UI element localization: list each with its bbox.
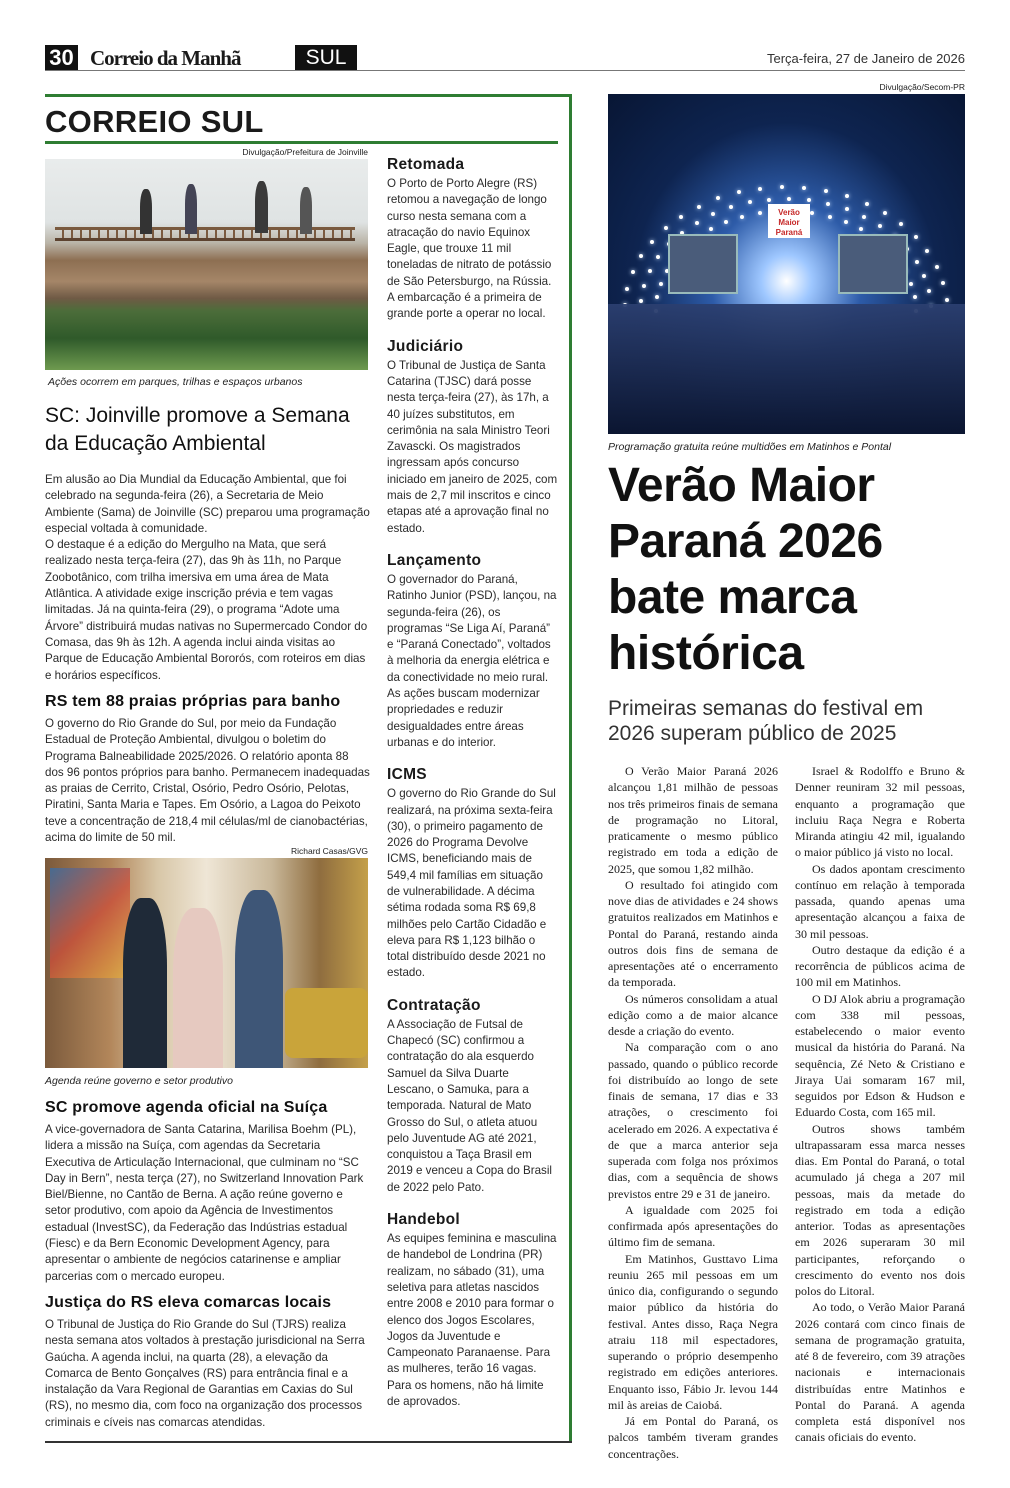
paragraph: Em alusão ao Dia Mundial da Educação Ambiental, que foi celebrado na segunda-feira (26), a Secretaria de Meio Ambiente (Sama) de Joinville (SC) preparou uma programação especial voltada à comunidade. <box>45 473 370 535</box>
note-body: O governador do Paraná, Ratinho Junior (PSD), lançou, na segunda-feira (26), os programas “Se Liga Aí, Paraná” e “Paraná Conectado”, voltados à melhoria da energia elétrica e da conectividade no meio rural. As ações buscam modernizar propriedades e reduzir desigualdades entre áreas urbanas e do interior. <box>387 572 557 749</box>
suica-headline: SC promove agenda oficial na Suíça <box>45 1099 328 1116</box>
stage-light-icon <box>639 254 643 258</box>
armchair <box>285 988 368 1058</box>
photo-caption: Agenda reúne governo e setor produtivo <box>45 1075 233 1087</box>
stage-light-icon <box>767 198 771 202</box>
paragraph: O destaque é a edição do Mergulho na Mata, que será realizado nesta terça-feira (27), das 9h às 11h, no Parque Zoobotânico, com trilha imersiva em uma área de Mata Atlântica. A atividade exige inscrição prévia e tem vagas limitadas. Já na quinta-feira (29), o programa “Adote uma Árvore” distribuirá mudas nativas no Supermercado Condor do Comasa, das 9h às 12h. A agenda inclui ainda visitas ao Parque de Educação Ambiental Bororós, com roteiros em dias e horários específicos. <box>45 538 368 682</box>
stage-light-icon <box>828 215 832 219</box>
stage-light-icon <box>915 260 919 264</box>
stage-light-icon <box>826 202 830 206</box>
stage-light-icon <box>810 211 814 215</box>
stage-light-icon <box>695 221 699 225</box>
stage-light-icon <box>899 222 903 226</box>
stage-light-icon <box>925 249 929 253</box>
main-story-body <box>45 472 370 684</box>
festival-sign: Verão Maior Paraná <box>768 204 810 238</box>
stage-light-icon <box>709 227 713 231</box>
stage-light-icon <box>802 186 806 190</box>
verao-body <box>608 763 965 1462</box>
person-figure <box>185 184 197 234</box>
stage-light-icon <box>664 226 668 230</box>
verao-headline: Verão Maior Paraná 2026 bate marca histórica <box>608 459 883 680</box>
praias-headline: RS tem 88 praias próprias para banho <box>45 693 341 710</box>
note-handebol <box>387 1211 559 1410</box>
page-number: 30 <box>45 45 78 71</box>
paragraph: Israel & Rodolffo e Bruno & Denner reuniram 32 mil pessoas, enquanto a programação que incluiu Raça Negra e Roberta Miranda atingiu 42 mil, igualando o maior público já visto no local. <box>795 764 965 860</box>
photo-caption: Programação gratuita reúne multidões em Matinhos e Pontal <box>608 441 892 453</box>
stage-light-icon <box>780 185 784 189</box>
note-retomada <box>387 156 559 323</box>
paragraph: Os números consolidam a atual edição como a de maior alcance desde a criação do evento. <box>608 991 778 1038</box>
note-contratacao <box>387 997 559 1196</box>
stage-light-icon <box>865 202 869 206</box>
stage-light-icon <box>648 269 652 273</box>
photo-credit: Divulgação/Prefeitura de Joinville <box>242 147 368 157</box>
note-icms <box>387 766 559 982</box>
note-judiciario <box>387 338 559 537</box>
stage-light-icon <box>679 215 683 219</box>
video-screen <box>668 234 738 294</box>
note-title: Contratação <box>387 996 481 1014</box>
note-title: Retomada <box>387 156 465 173</box>
notes-column <box>387 156 559 1425</box>
concert-crowd-photo <box>608 94 965 434</box>
note-title: Judiciário <box>387 337 464 355</box>
stage-light-icon <box>655 295 659 299</box>
crowd <box>608 304 965 434</box>
photo-credit: Divulgação/Secom-PR <box>879 82 965 92</box>
note-title: Handebol <box>387 1211 461 1229</box>
stage-light-icon <box>650 240 654 244</box>
stage-light-icon <box>807 198 811 202</box>
stage-light-icon <box>758 187 762 191</box>
section-bottom-rule <box>45 1441 572 1443</box>
section-title-rule <box>45 141 558 144</box>
paragraph: Em Matinhos, Gusttavo Lima reuniu 265 mil pessoas em um único dia, configurando o segundo maior público da história do festival. Antes disso, Raça Negra atraiu 118 mil espectadores, superando o próprio desempenho registrado em edições anteriores. Enquanto isso, Fábio Jr. levou 144 mil às areias de Caiobá. <box>608 1251 778 1412</box>
stage-light-icon <box>878 224 882 228</box>
stage-light-icon <box>913 295 917 299</box>
suica-meeting-photo <box>45 858 368 1068</box>
note-title: Lançamento <box>387 551 482 569</box>
photo-credit: Richard Casas/GVG <box>291 846 368 856</box>
stage-light-icon <box>697 205 701 209</box>
stage-light-icon <box>711 212 715 216</box>
person-figure <box>300 187 312 234</box>
section-title: CORREIO SUL <box>45 104 264 139</box>
paragraph: O resultado foi atingido com nove dias de atividades e 24 shows gratuitos realizados em Matinhos e Pontal do Paraná, restando ainda outros dois fins de semana de apresentações até o encerramento da temporada. <box>608 877 778 990</box>
stage-light-icon <box>909 282 913 286</box>
stage-light-icon <box>724 220 728 224</box>
praias-body: O governo do Rio Grande do Sul, por meio da Fundação Estadual de Proteção Ambiental, divulgou o boletim do Programa Balneabilidade 2025/2026. O relatório aponta 88 dos 96 pontos próprios para banho. Permanecem inadequadas as praias de Cerrito, Cristal, Osório, Pedro Osório, Pelotas, Piratini, Santa Maria e Tapes. Em Osório, a Lagoa do Peixoto teve a concentração de 218,4 mil células/ml de cianobactérias, acima do limite de 50 mil. <box>45 717 370 845</box>
note-body: As equipes feminina e masculina de handebol de Londrina (PR) realizam, no sábado (31), uma seletiva para atletas nascidos entre 2008 e 2010 para formar o elenco dos Jogos Escolares, Jogos da Juventude e Campeonato Paranaense. Para as mulheres, terão 16 vagas. Para os homens, não há limite de aprovados. <box>387 1232 557 1408</box>
video-screen <box>838 234 908 294</box>
person-figure <box>123 898 167 1068</box>
stage-light-icon <box>639 299 643 303</box>
newspaper-name: Correio da Manhã <box>90 46 241 70</box>
stage-light-icon <box>787 197 791 201</box>
stage-light-icon <box>914 235 918 239</box>
photo-caption: Ações ocorrem em parques, trilhas e espaços urbanos <box>48 376 303 388</box>
joinville-deck-photo <box>45 159 368 370</box>
stage-light-icon <box>945 298 949 302</box>
header-rule <box>45 70 965 71</box>
paragraph: Os dados apontam crescimento contínuo em relação à temporada passada, quando apenas uma apresentação alcançou a faixa de 30 mil pessoas. <box>795 861 965 941</box>
stage-light-icon <box>656 255 660 259</box>
stage-light-icon <box>758 211 762 215</box>
paragraph: Outros shows também ultrapassaram essa marca nesses dias. Em Pontal do Paraná, o total acumulado já chega a 207 mil pessoas, mais da metade do registrado em toda a edição anterior. Todas as apresentações em 2026 superaram 30 mil participantes, reforçando o crescimento do evento nos dois polos do Litoral. <box>795 1121 965 1298</box>
stage-light-icon <box>631 270 635 274</box>
paragraph: Outro destaque da edição é a recorrência de públicos acima de 100 mil em Matinhos. <box>795 942 965 990</box>
stage-light-icon <box>941 281 945 285</box>
paragraph: Na comparação com o ano passado, quando o público recorde foi distribuído ao longo de sete finais de semana, 17 dias e 33 atrações, o crescimento foi acelerado em 2026. A expectativa é de que a marca anterior seja superada com folga nos próximos dias, com a sequência de shows previstos entre 29 e 31 de janeiro. <box>608 1040 778 1201</box>
verao-subheadline: Primeiras semanas do festival em 2026 superam público de 2025 <box>608 697 924 745</box>
stage-light-icon <box>737 190 741 194</box>
stage-light-icon <box>625 287 629 291</box>
stage-light-icon <box>844 220 848 224</box>
paragraph: O Verão Maior Paraná 2026 alcançou 1,81 milhão de pessoas nos três primeiros finais de semana de programação no Litoral, praticamente o mesmo público registrado em toda a edição de 2025, que somou 1,82 milhão. <box>608 764 778 876</box>
note-title: ICMS <box>387 766 427 784</box>
stage-light-icon <box>845 207 849 211</box>
note-body: O Porto de Porto Alegre (RS) retomou a navegação de longo curso nesta semana com a atracação do navio Equinox Eagle, que trouxe 11 mil toneladas de nitrato de potássio de São Petersburgo, na Rússia. A embarcação é a primeira de grande porte a operar no local. <box>387 177 552 321</box>
main-story-headline: SC: Joinville promove a Semana da Educação Ambiental <box>45 404 350 455</box>
justica-body: O Tribunal de Justiça do Rio Grande do Sul (TJRS) realiza nesta semana atos voltados à prestação jurisdicional na Serra Gaúcha. A agenda inclui, na quarta (28), a elevação da Comarca de Bento Gonçalves (RS) para entrância final e a instalação da Vara Regional de Garantias em Caxias do Sul (RS), no mesmo dia, com foco na organização dos processos criminais e cíveis nas comarcas atendidas. <box>45 1318 365 1429</box>
note-body: O Tribunal de Justiça de Santa Catarina (TJSC) dará posse nesta terça-feira (27), às 17h, a 40 juízes substitutos, em cerimônia na sala Ministro Teori Zavascki. Os magistrados ingressam após concurso iniciado em janeiro de 2025, com mais de 2,7 mil inscritos e cinco etapas até a aprovação final no estado. <box>387 358 558 535</box>
stage-light-icon <box>883 211 887 215</box>
note-lancamento <box>387 552 559 751</box>
wall-painting <box>50 868 130 978</box>
paragraph: O DJ Alok abriu a programação com 338 mil pessoas, estabelecendo o maior evento musical da história do Paraná. Na sequência, Zé Neto & Cristiano e Jiraya Uai somaram 167 mil, seguidos por Edson & Hudson e Eduardo Costa, com 165 mil. <box>795 991 965 1120</box>
section-tag: SUL <box>295 45 357 71</box>
person-figure <box>235 890 283 1068</box>
stage-light-icon <box>859 227 863 231</box>
person-figure <box>140 189 152 234</box>
stage-light-icon <box>927 289 931 293</box>
paragraph: Já em Pontal do Paraná, os palcos também tiveram grandes concentrações. <box>608 1414 778 1461</box>
person-figure <box>173 908 223 1068</box>
stage-light-icon <box>716 196 720 200</box>
stage-light-icon <box>824 189 828 193</box>
issue-date: Terça-feira, 27 de Janeiro de 2026 <box>766 51 965 66</box>
person-figure <box>255 181 268 233</box>
stage-light-icon <box>862 215 866 219</box>
suica-body: A vice-governadora de Santa Catarina, Marilisa Boehm (PL), lidera a missão na Suíça, com agendas da Secretaria Executiva de Articulação Internacional, que culminam no “SC Day in Bern”, nesta terça (27), no Switzerland Innovation Park Biel/Bienne, no Cantão de Berna. A ação reúne governo e setor produtivo, com apoio da Agência de Investimentos estadual (InvestSC), da Federação das Indústrias estadual (Fiesc) e da Bern Economic Development Agency, para apresentar o ambiente de negócios catarinense e ampliar parcerias com o mercado europeu. <box>45 1123 364 1283</box>
note-body: A Associação de Futsal de Chapecó (SC) confirmou a contratação do ala esquerdo Samuel da Silva Duarte Lescano, o Samuka, para a temporada. Natural de Mato Grosso do Sul, o atleta atuou pelo Juventude AG até 2021, conquistou a Taça Brasil em 2019 e venceu a Copa do Brasil de 2022 pelo Pato. <box>387 1017 553 1194</box>
justica-headline: Justiça do RS eleva comarcas locais <box>45 1294 332 1311</box>
stage-light-icon <box>659 282 663 286</box>
stage-light-icon <box>935 265 939 269</box>
stage-light-icon <box>740 215 744 219</box>
stage-light-icon <box>845 194 849 198</box>
stage-light-icon <box>922 274 926 278</box>
note-body: O governo do Rio Grande do Sul realizará, na próxima sexta-feira (30), o primeiro pagamento de 2026 do Programa Devolve ICMS, beneficiando mais de 549,4 mil famílias em situação de vulnerabilidade. A décima sétima rodada soma R$ 69,8 milhões pelo Cartão Cidadão e eleva para R$ 1,123 bilhão o total distribuído desde 2021 no estado. <box>387 787 556 980</box>
stage-light-icon <box>729 205 733 209</box>
stage-light-icon <box>642 284 646 288</box>
stage-light-icon <box>748 200 752 204</box>
paragraph: Ao todo, o Verão Maior Paraná 2026 contará com cinco finais de semana de programação gratuita, até 8 de fevereiro, com 39 atrações nacionais e internacionais distribuídas entre Matinhos e Pontal do Paraná. A agenda completa está disponível nos canais oficiais do evento. <box>795 1300 965 1445</box>
paragraph: A igualdade com 2025 foi confirmada após apresentações do último fim de semana. <box>608 1202 778 1250</box>
